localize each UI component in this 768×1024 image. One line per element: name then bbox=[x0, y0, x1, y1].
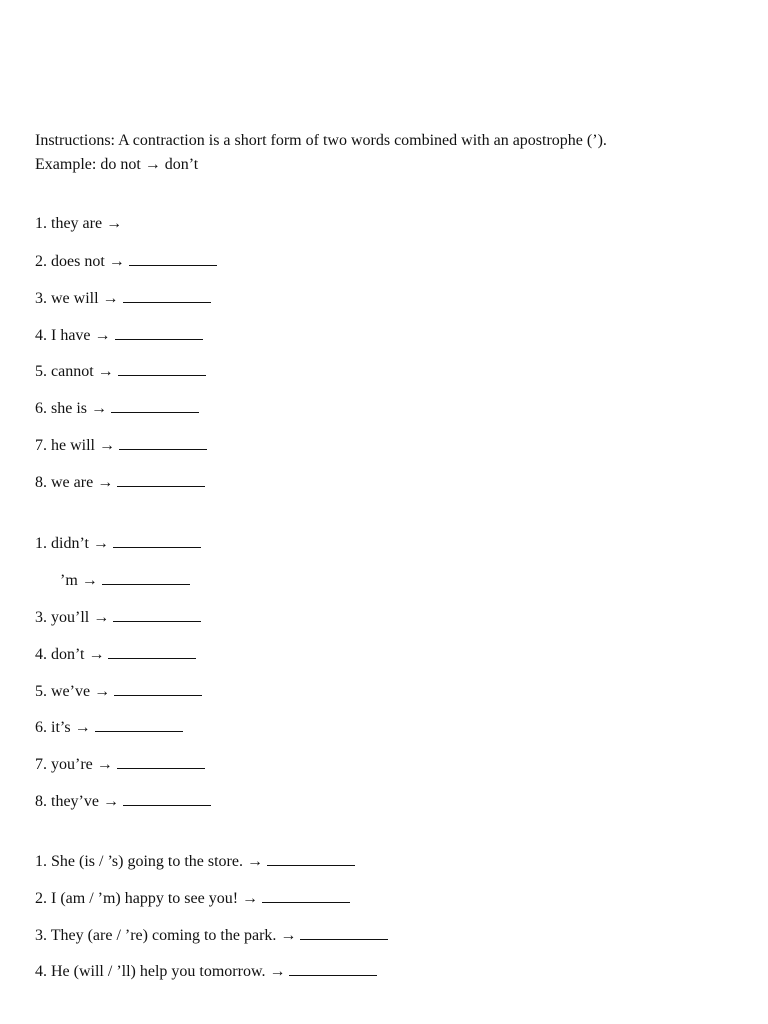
item-prompt: 2. does not → bbox=[35, 253, 125, 270]
instructions bbox=[35, 129, 735, 177]
item-prompt: 4. I have → bbox=[35, 327, 111, 344]
item-prompt: 1. didn’t → bbox=[35, 535, 109, 552]
item-prompt: 5. cannot → bbox=[35, 363, 114, 380]
section3-item bbox=[35, 851, 355, 872]
section1-item bbox=[35, 288, 211, 309]
section1-item bbox=[35, 325, 203, 346]
answer-blank[interactable] bbox=[95, 717, 183, 732]
item-prompt: ’m → bbox=[60, 572, 98, 589]
item-prompt: 4. don’t → bbox=[35, 646, 105, 663]
section1-item bbox=[35, 398, 199, 419]
section3-item bbox=[35, 888, 350, 909]
section3-item bbox=[35, 961, 377, 982]
item-prompt: 1. She (is / ’s) going to the store. → bbox=[35, 853, 263, 870]
answer-blank[interactable] bbox=[114, 681, 202, 696]
section1-item bbox=[35, 472, 205, 493]
item-prompt: 7. he will → bbox=[35, 437, 115, 454]
answer-blank[interactable] bbox=[123, 791, 211, 806]
answer-blank[interactable] bbox=[113, 533, 201, 548]
answer-blank[interactable] bbox=[108, 644, 196, 659]
item-prompt: 4. He (will / ’ll) help you tomorrow. → bbox=[35, 963, 286, 980]
section2-item bbox=[35, 644, 196, 665]
item-prompt: 1. they are → bbox=[35, 215, 123, 232]
item-prompt: 6. it’s → bbox=[35, 719, 91, 736]
section2-item bbox=[35, 754, 205, 775]
answer-blank[interactable] bbox=[129, 251, 217, 266]
answer-blank[interactable] bbox=[117, 754, 205, 769]
answer-blank[interactable] bbox=[119, 435, 207, 450]
item-prompt: 2. I (am / ’m) happy to see you! → bbox=[35, 890, 259, 907]
answer-blank[interactable] bbox=[102, 570, 190, 585]
instructions-text: Instructions: A contraction is a short form of two words combined with an apostrophe (’). bbox=[35, 132, 607, 149]
example-text: Example: do not → don’t bbox=[35, 156, 199, 173]
answer-blank[interactable] bbox=[113, 607, 201, 622]
item-prompt: 5. we’ve → bbox=[35, 683, 111, 700]
item-prompt: 3. we will → bbox=[35, 290, 119, 307]
section2-item bbox=[35, 791, 211, 812]
item-prompt: 3. you’ll → bbox=[35, 609, 110, 626]
section1-item bbox=[35, 435, 207, 456]
answer-blank[interactable] bbox=[267, 851, 355, 866]
answer-blank[interactable] bbox=[289, 961, 377, 976]
section2-item bbox=[35, 533, 201, 554]
answer-blank[interactable] bbox=[117, 472, 205, 487]
item-prompt: 3. They (are / ’re) coming to the park. → bbox=[35, 927, 297, 944]
section1-item bbox=[35, 251, 217, 272]
section2-item bbox=[35, 681, 202, 702]
item-prompt: 8. we are → bbox=[35, 474, 114, 491]
answer-blank[interactable] bbox=[111, 398, 199, 413]
section2-item bbox=[35, 717, 183, 738]
section3-item bbox=[35, 925, 388, 946]
item-prompt: 8. they’ve → bbox=[35, 793, 119, 810]
answer-blank[interactable] bbox=[118, 361, 206, 376]
section2-item bbox=[35, 607, 201, 628]
section2-item bbox=[60, 570, 190, 591]
item-prompt: 7. you’re → bbox=[35, 756, 113, 773]
section1-item bbox=[35, 361, 206, 382]
answer-blank[interactable] bbox=[123, 288, 211, 303]
section1-item bbox=[35, 214, 122, 234]
answer-blank[interactable] bbox=[115, 325, 203, 340]
item-prompt: 6. she is → bbox=[35, 400, 107, 417]
answer-blank[interactable] bbox=[262, 888, 350, 903]
answer-blank[interactable] bbox=[300, 925, 388, 940]
